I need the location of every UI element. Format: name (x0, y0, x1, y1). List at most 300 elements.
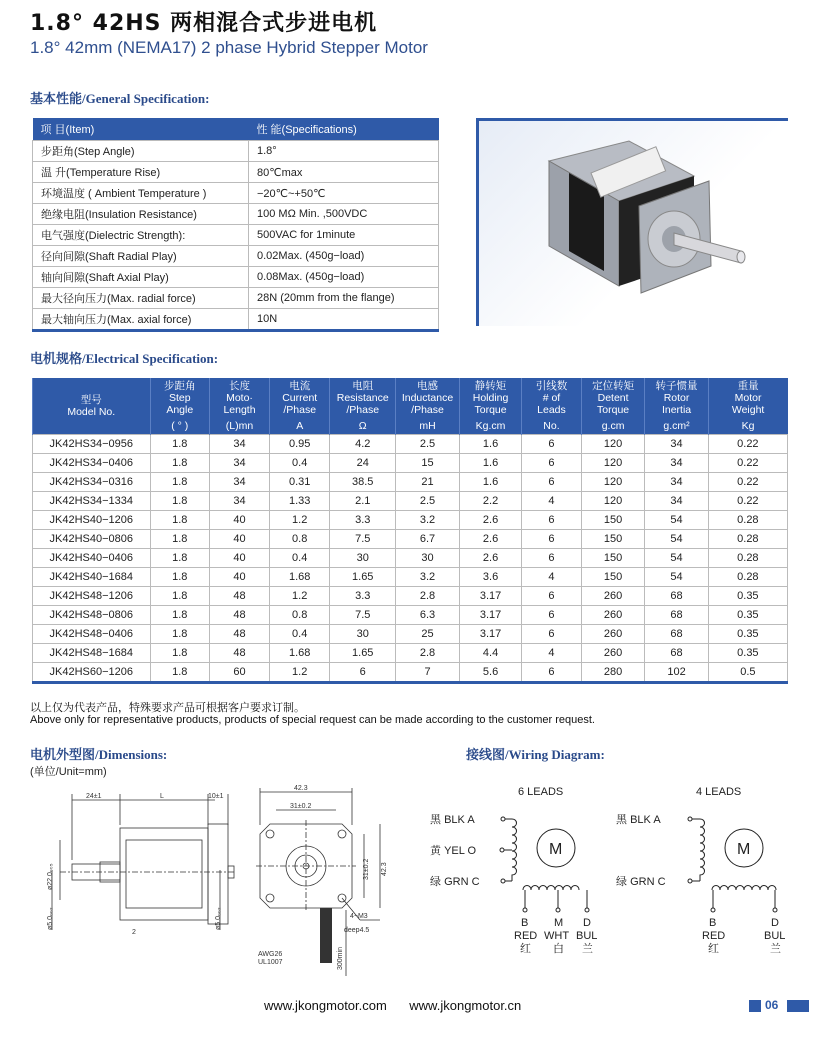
value-cell: 1.68 (270, 644, 330, 663)
value-cell: 68 (645, 644, 708, 663)
value-cell: 40 (210, 530, 270, 549)
general-item-cell: 环境温度 ( Ambient Temperature ) (33, 183, 249, 204)
general-spec-cell: 28N (20mm from the flange) (249, 288, 439, 309)
elec-header-cell (270, 378, 330, 418)
dim-5b: ø5.0₀₀₂ (215, 907, 222, 930)
value-cell: 1.8 (150, 587, 209, 606)
value-cell: 0.22 (708, 473, 787, 492)
elec-header-en1: Holding (472, 392, 509, 404)
value-cell: 34 (210, 454, 270, 473)
svg-text:黑 BLK A (616, 813, 661, 826)
four-bottom-1-pin: B (709, 917, 717, 929)
six-lead-3-en: GRN (444, 876, 469, 888)
general-spec-heading: 基本性能/General Specification: (30, 91, 210, 106)
elec-header-en2: Leads (537, 404, 566, 416)
elec-unit-cell: ( ° ) (150, 418, 209, 435)
six-bottom-1-en: RED (514, 930, 538, 942)
elec-header-en2: Angle (166, 404, 194, 416)
general-spec-table (32, 118, 439, 332)
dim-22: ø22.0₀₀₅ (47, 863, 54, 890)
six-lead-2-pin: O (467, 845, 477, 857)
value-cell: 1.8 (150, 492, 209, 511)
dim-2: 2 (132, 929, 136, 936)
value-cell: 3.3 (330, 587, 396, 606)
general-spec-cell: 0.08Max. (450g−load) (249, 267, 439, 288)
value-cell: 15 (396, 454, 460, 473)
dim-42-top: 42.3 (294, 785, 308, 792)
value-cell: 4 (522, 644, 582, 663)
table-row (33, 511, 788, 530)
value-cell: 1.8 (150, 549, 209, 568)
svg-text:绿 GRN C (616, 875, 666, 888)
six-bottom-2-pin: M (554, 917, 564, 929)
value-cell: 25 (396, 625, 460, 644)
wire-awg: AWG26 (258, 951, 283, 958)
value-cell: 34 (645, 473, 708, 492)
six-lead-1-cn: 黑 (430, 814, 441, 826)
elec-header-en1: Motor (734, 392, 762, 404)
value-cell: 40 (210, 511, 270, 530)
elec-header-en1: Step (168, 392, 191, 404)
elec-header-en2: Torque (474, 404, 507, 416)
value-cell: 4.2 (330, 435, 396, 454)
general-col-spec: 性 能(Specifications) (249, 118, 439, 141)
four-bottom-1-cn: 红 (708, 943, 719, 955)
value-cell: 2.2 (459, 492, 521, 511)
value-cell: 48 (210, 587, 270, 606)
elec-header-en2: /Phase (346, 404, 380, 416)
value-cell: 0.35 (708, 625, 787, 644)
value-cell: 38.5 (330, 473, 396, 492)
page-number: 06 (765, 998, 779, 1012)
value-cell: 0.8 (270, 530, 330, 549)
elec-header-en1: Detent (597, 392, 629, 404)
value-cell: 34 (645, 454, 708, 473)
model-cell: JK42HS48−1684 (33, 644, 151, 663)
value-cell: 1.2 (270, 663, 330, 683)
value-cell: 2.6 (459, 549, 521, 568)
general-spec-cell: −20℃~+50℃ (249, 183, 439, 204)
value-cell: 30 (330, 625, 396, 644)
dimensions-heading: 电机外型图/Dimensions: (30, 747, 168, 762)
value-cell: 102 (645, 663, 708, 683)
value-cell: 2.5 (396, 435, 460, 454)
six-coil-horizontal (523, 886, 579, 891)
value-cell: 2.6 (459, 511, 521, 530)
value-cell: 2.1 (330, 492, 396, 511)
dim-5a: ø5.0₀₀₂ (47, 907, 54, 930)
value-cell: 68 (645, 606, 708, 625)
model-cell: JK42HS40−0806 (33, 530, 151, 549)
table-row (33, 644, 788, 663)
elec-header-cell (210, 378, 270, 418)
general-item-cell: 步距角(Step Angle) (33, 141, 249, 162)
value-cell: 34 (645, 435, 708, 454)
elec-header-cell (581, 378, 645, 418)
value-cell: 21 (396, 473, 460, 492)
footer-urls (264, 998, 521, 1013)
elec-header-en1: Rotor (663, 392, 690, 404)
model-cell: JK42HS48−0806 (33, 606, 151, 625)
elec-unit-cell: A (270, 418, 330, 435)
value-cell: 0.35 (708, 587, 787, 606)
stepper-motor-image (479, 121, 788, 326)
electrical-spec-table (32, 378, 788, 684)
value-cell: 1.8 (150, 644, 209, 663)
elec-unit-cell: Kg (708, 418, 787, 435)
value-cell: 1.65 (330, 644, 396, 663)
general-item-cell: 轴向间隙(Shaft Axial Play) (33, 267, 249, 288)
value-cell: 7.5 (330, 530, 396, 549)
front-view (256, 785, 388, 976)
elec-header-cell (522, 378, 582, 418)
value-cell: 48 (210, 606, 270, 625)
wiring-diagram (420, 780, 810, 960)
value-cell: 1.2 (270, 511, 330, 530)
six-leads-title: 6 LEADS (518, 786, 564, 798)
value-cell: 6 (522, 454, 582, 473)
general-row (33, 267, 439, 288)
value-cell: 0.95 (270, 435, 330, 454)
elec-header-cell (708, 378, 787, 418)
svg-text:黑 BLK A (430, 813, 475, 826)
note-cn: 以上仅为代表产品，特殊要求产品可根据客户要求订制。 (30, 702, 305, 714)
value-cell: 34 (645, 492, 708, 511)
value-cell: 3.6 (459, 568, 521, 587)
value-cell: 6 (522, 549, 582, 568)
elec-unit-cell: Kg.cm (459, 418, 521, 435)
elec-header-en2: Inertia (661, 404, 692, 416)
value-cell: 6 (522, 511, 582, 530)
elec-header-cell (396, 378, 460, 418)
general-item-cell: 径向间隙(Shaft Radial Play) (33, 246, 249, 267)
value-cell: 34 (210, 492, 270, 511)
value-cell: 260 (581, 606, 645, 625)
page-marker-block (749, 1000, 761, 1012)
value-cell: 6 (330, 663, 396, 683)
model-cell: JK42HS40−0406 (33, 549, 151, 568)
value-cell: 1.8 (150, 663, 209, 683)
value-cell: 1.8 (150, 511, 209, 530)
value-cell: 5.6 (459, 663, 521, 683)
value-cell: 0.22 (708, 492, 787, 511)
model-cell: JK42HS34−0316 (33, 473, 151, 492)
six-lead-3-pin: C (471, 876, 480, 888)
value-cell: 1.65 (330, 568, 396, 587)
table-row (33, 549, 788, 568)
general-spec-cell: 0.02Max. (450g−load) (249, 246, 439, 267)
four-leads-title: 4 LEADS (696, 786, 742, 798)
value-cell: 0.4 (270, 625, 330, 644)
general-row (33, 141, 439, 162)
elec-header-en1: # of (542, 392, 561, 404)
value-cell: 2.6 (459, 530, 521, 549)
value-cell: 7 (396, 663, 460, 683)
value-cell: 0.31 (270, 473, 330, 492)
elec-header-cn: 重量 (737, 380, 759, 392)
four-bottom-2-cn: 兰 (770, 943, 781, 955)
value-cell: 150 (581, 549, 645, 568)
elec-header-cell (459, 378, 521, 418)
model-cell: JK42HS40−1206 (33, 511, 151, 530)
general-col-item: 项 目(Item) (33, 118, 249, 141)
electrical-spec-heading: 电机规格/Electrical Specification: (30, 351, 219, 366)
page-marker-bar (787, 1000, 809, 1012)
four-bottom-2-en: BUL (764, 930, 786, 942)
value-cell: 4 (522, 492, 582, 511)
value-cell: 1.8 (150, 530, 209, 549)
value-cell: 6 (522, 606, 582, 625)
elec-header-cell (33, 378, 151, 435)
dim-deep: deep4.5 (344, 927, 370, 934)
value-cell: 48 (210, 644, 270, 663)
model-cell: JK42HS48−1206 (33, 587, 151, 606)
six-coil-vertical (512, 819, 517, 881)
value-cell: 6 (522, 435, 582, 454)
dim-10: 10±1 (208, 793, 224, 800)
general-row (33, 309, 439, 331)
model-cell: JK42HS48−0406 (33, 625, 151, 644)
elec-header-cell (330, 378, 396, 418)
elec-header-cn: 长度 (229, 380, 251, 392)
elec-header-cell (150, 378, 209, 418)
elec-header-en2: Length (223, 404, 256, 416)
elec-unit-cell: g.cm² (645, 418, 708, 435)
value-cell: 6 (522, 587, 582, 606)
elec-header-en2: Weight (731, 404, 765, 416)
side-view (47, 793, 235, 936)
value-cell: 6 (522, 530, 582, 549)
value-cell: 0.28 (708, 530, 787, 549)
elec-header-en1: Current (282, 392, 318, 404)
value-cell: 0.22 (708, 454, 787, 473)
value-cell: 2.8 (396, 587, 460, 606)
value-cell: 1.2 (270, 587, 330, 606)
value-cell: 3.17 (459, 625, 521, 644)
dim-42-side: 42.3 (381, 862, 388, 876)
general-spec-cell: 80℃max (249, 162, 439, 183)
general-item-cell: 温 升(Temperature Rise) (33, 162, 249, 183)
motor-photo (476, 118, 788, 326)
value-cell: 0.28 (708, 568, 787, 587)
table-row (33, 606, 788, 625)
six-bottom-1-pin: B (521, 917, 529, 929)
value-cell: 3.17 (459, 587, 521, 606)
note-en: Above only for representative products, products of special request can be made according to the customer request. (30, 714, 595, 726)
value-cell: 0.35 (708, 606, 787, 625)
value-cell: 2.5 (396, 492, 460, 511)
table-row (33, 454, 788, 473)
value-cell: 30 (330, 549, 396, 568)
value-cell: 0.5 (708, 663, 787, 683)
page-subtitle: 1.8° 42mm (NEMA17) 2 phase Hybrid Stepper Motor (30, 38, 428, 57)
general-row (33, 183, 439, 204)
value-cell: 1.8 (150, 568, 209, 587)
six-motor-label: M (549, 841, 563, 858)
four-coil-vertical (700, 819, 705, 881)
value-cell: 7.5 (330, 606, 396, 625)
value-cell: 0.28 (708, 549, 787, 568)
model-cell: JK42HS40−1684 (33, 568, 151, 587)
value-cell: 1.6 (459, 435, 521, 454)
four-lead-1-pin: A (653, 814, 661, 826)
general-spec-cell: 500VAC for 1minute (249, 225, 439, 246)
six-bottom-2-cn: 白 (553, 943, 564, 955)
six-lead-2-cn: 黄 (430, 845, 441, 857)
six-lead-1-pin: A (467, 814, 475, 826)
four-bottom-2-pin: D (771, 917, 779, 929)
model-cell: JK42HS34−0406 (33, 454, 151, 473)
wiring-heading: 接线图/Wiring Diagram: (466, 747, 605, 762)
value-cell: 34 (210, 435, 270, 454)
value-cell: 260 (581, 644, 645, 663)
wire-length: 300min (337, 947, 344, 970)
value-cell: 1.33 (270, 492, 330, 511)
value-cell: 68 (645, 625, 708, 644)
value-cell: 1.8 (150, 435, 209, 454)
dim-31-side: 31±0.2 (363, 858, 370, 880)
table-row (33, 530, 788, 549)
general-row (33, 225, 439, 246)
value-cell: 0.35 (708, 644, 787, 663)
value-cell: 3.17 (459, 606, 521, 625)
value-cell: 40 (210, 568, 270, 587)
table-row (33, 492, 788, 511)
four-bottom-1-en: RED (702, 930, 726, 942)
elec-header-en1: Moto· (226, 392, 253, 404)
six-bottom-2-en: WHT (544, 930, 570, 942)
six-lead-3-cn: 绿 (430, 876, 441, 888)
value-cell: 30 (396, 549, 460, 568)
elec-unit-cell: No. (522, 418, 582, 435)
dimensions-unit: (单位/Unit=mm) (30, 766, 107, 778)
six-bottom-1-cn: 红 (520, 943, 531, 955)
footer-url-com[interactable]: www.jkongmotor.com (264, 998, 387, 1013)
table-row (33, 473, 788, 492)
value-cell: 6 (522, 663, 582, 683)
elec-unit-cell: g.cm (581, 418, 645, 435)
value-cell: 120 (581, 473, 645, 492)
four-coil-horizontal (712, 886, 776, 891)
four-lead-1-en: BLK (630, 814, 651, 826)
general-item-cell: 最大径向压力(Max. radial force) (33, 288, 249, 309)
elec-header-cell (645, 378, 708, 418)
value-cell: 1.6 (459, 454, 521, 473)
dim-L: L (160, 793, 164, 800)
value-cell: 6.7 (396, 530, 460, 549)
value-cell: 280 (581, 663, 645, 683)
value-cell: 40 (210, 549, 270, 568)
value-cell: 120 (581, 454, 645, 473)
general-spec-cell: 10N (249, 309, 439, 331)
elec-header-cn: 转子惯量 (655, 380, 698, 392)
value-cell: 0.22 (708, 435, 787, 454)
four-bottom-leads (702, 917, 785, 955)
general-row (33, 204, 439, 225)
value-cell: 54 (645, 549, 708, 568)
dim-24: 24±1 (86, 793, 102, 800)
svg-text:黄 YEL O (430, 843, 477, 857)
value-cell: 1.8 (150, 473, 209, 492)
elec-header-en2: /Phase (411, 404, 444, 416)
value-cell: 120 (581, 492, 645, 511)
elec-header-en2: Torque (597, 404, 630, 416)
value-cell: 1.8 (150, 454, 209, 473)
general-item-cell: 绝缘电阻(Insulation Resistance) (33, 204, 249, 225)
elec-header-cn: 引线数 (535, 380, 568, 392)
value-cell: 6 (522, 625, 582, 644)
elec-header-cn: 电阻 (352, 380, 374, 392)
svg-text:绿 GRN C (430, 875, 480, 888)
model-cell: JK42HS34−1334 (33, 492, 151, 511)
value-cell: 3.3 (330, 511, 396, 530)
general-spec-cell: 100 MΩ Min. ,500VDC (249, 204, 439, 225)
elec-header-cn: 步距角 (164, 380, 196, 392)
value-cell: 60 (210, 663, 270, 683)
six-bottom-leads (514, 917, 597, 955)
page-title: 1.8° 42HS 两相混合式步进电机 (30, 11, 378, 36)
value-cell: 120 (581, 435, 645, 454)
value-cell: 6 (522, 473, 582, 492)
footer-url-cn[interactable]: www.jkongmotor.cn (409, 998, 522, 1013)
general-row (33, 288, 439, 309)
value-cell: 4 (522, 568, 582, 587)
value-cell: 0.4 (270, 454, 330, 473)
value-cell: 3.2 (396, 511, 460, 530)
value-cell: 0.8 (270, 606, 330, 625)
wire-ul: UL1007 (258, 959, 283, 966)
value-cell: 260 (581, 625, 645, 644)
value-cell: 24 (330, 454, 396, 473)
six-bottom-3-en: BUL (576, 930, 598, 942)
value-cell: 1.8 (150, 625, 209, 644)
general-row (33, 162, 439, 183)
elec-unit-cell: mH (396, 418, 460, 435)
dimension-drawing (30, 780, 410, 980)
four-lead-2-en: GRN (630, 876, 655, 888)
value-cell: 260 (581, 587, 645, 606)
value-cell: 6.3 (396, 606, 460, 625)
value-cell: 54 (645, 568, 708, 587)
table-row (33, 625, 788, 644)
elec-header-cn: 静转矩 (474, 380, 507, 392)
model-cell: JK42HS34−0956 (33, 435, 151, 454)
value-cell: 48 (210, 625, 270, 644)
table-row (33, 568, 788, 587)
table-row (33, 587, 788, 606)
elec-header-cn: 电流 (289, 380, 311, 392)
elec-unit-cell: (L)mn (210, 418, 270, 435)
value-cell: 1.6 (459, 473, 521, 492)
value-cell: 34 (210, 473, 270, 492)
six-lead-2-en: YEL (444, 845, 465, 857)
value-cell: 0.4 (270, 549, 330, 568)
four-left-leads (616, 813, 666, 888)
six-lead-1-en: BLK (444, 814, 465, 826)
elec-unit-cell: Ω (330, 418, 396, 435)
model-cell: JK42HS60−1206 (33, 663, 151, 683)
value-cell: 1.8 (150, 606, 209, 625)
four-lead-2-cn: 绿 (616, 876, 627, 888)
elec-header-cn: 型号 (80, 394, 102, 406)
value-cell: 2.8 (396, 644, 460, 663)
general-spec-cell: 1.8° (249, 141, 439, 162)
four-lead-1-cn: 黑 (616, 814, 627, 826)
six-bottom-3-cn: 兰 (582, 943, 593, 955)
value-cell: 150 (581, 511, 645, 530)
six-left-leads (430, 813, 480, 888)
table-row (33, 435, 788, 454)
